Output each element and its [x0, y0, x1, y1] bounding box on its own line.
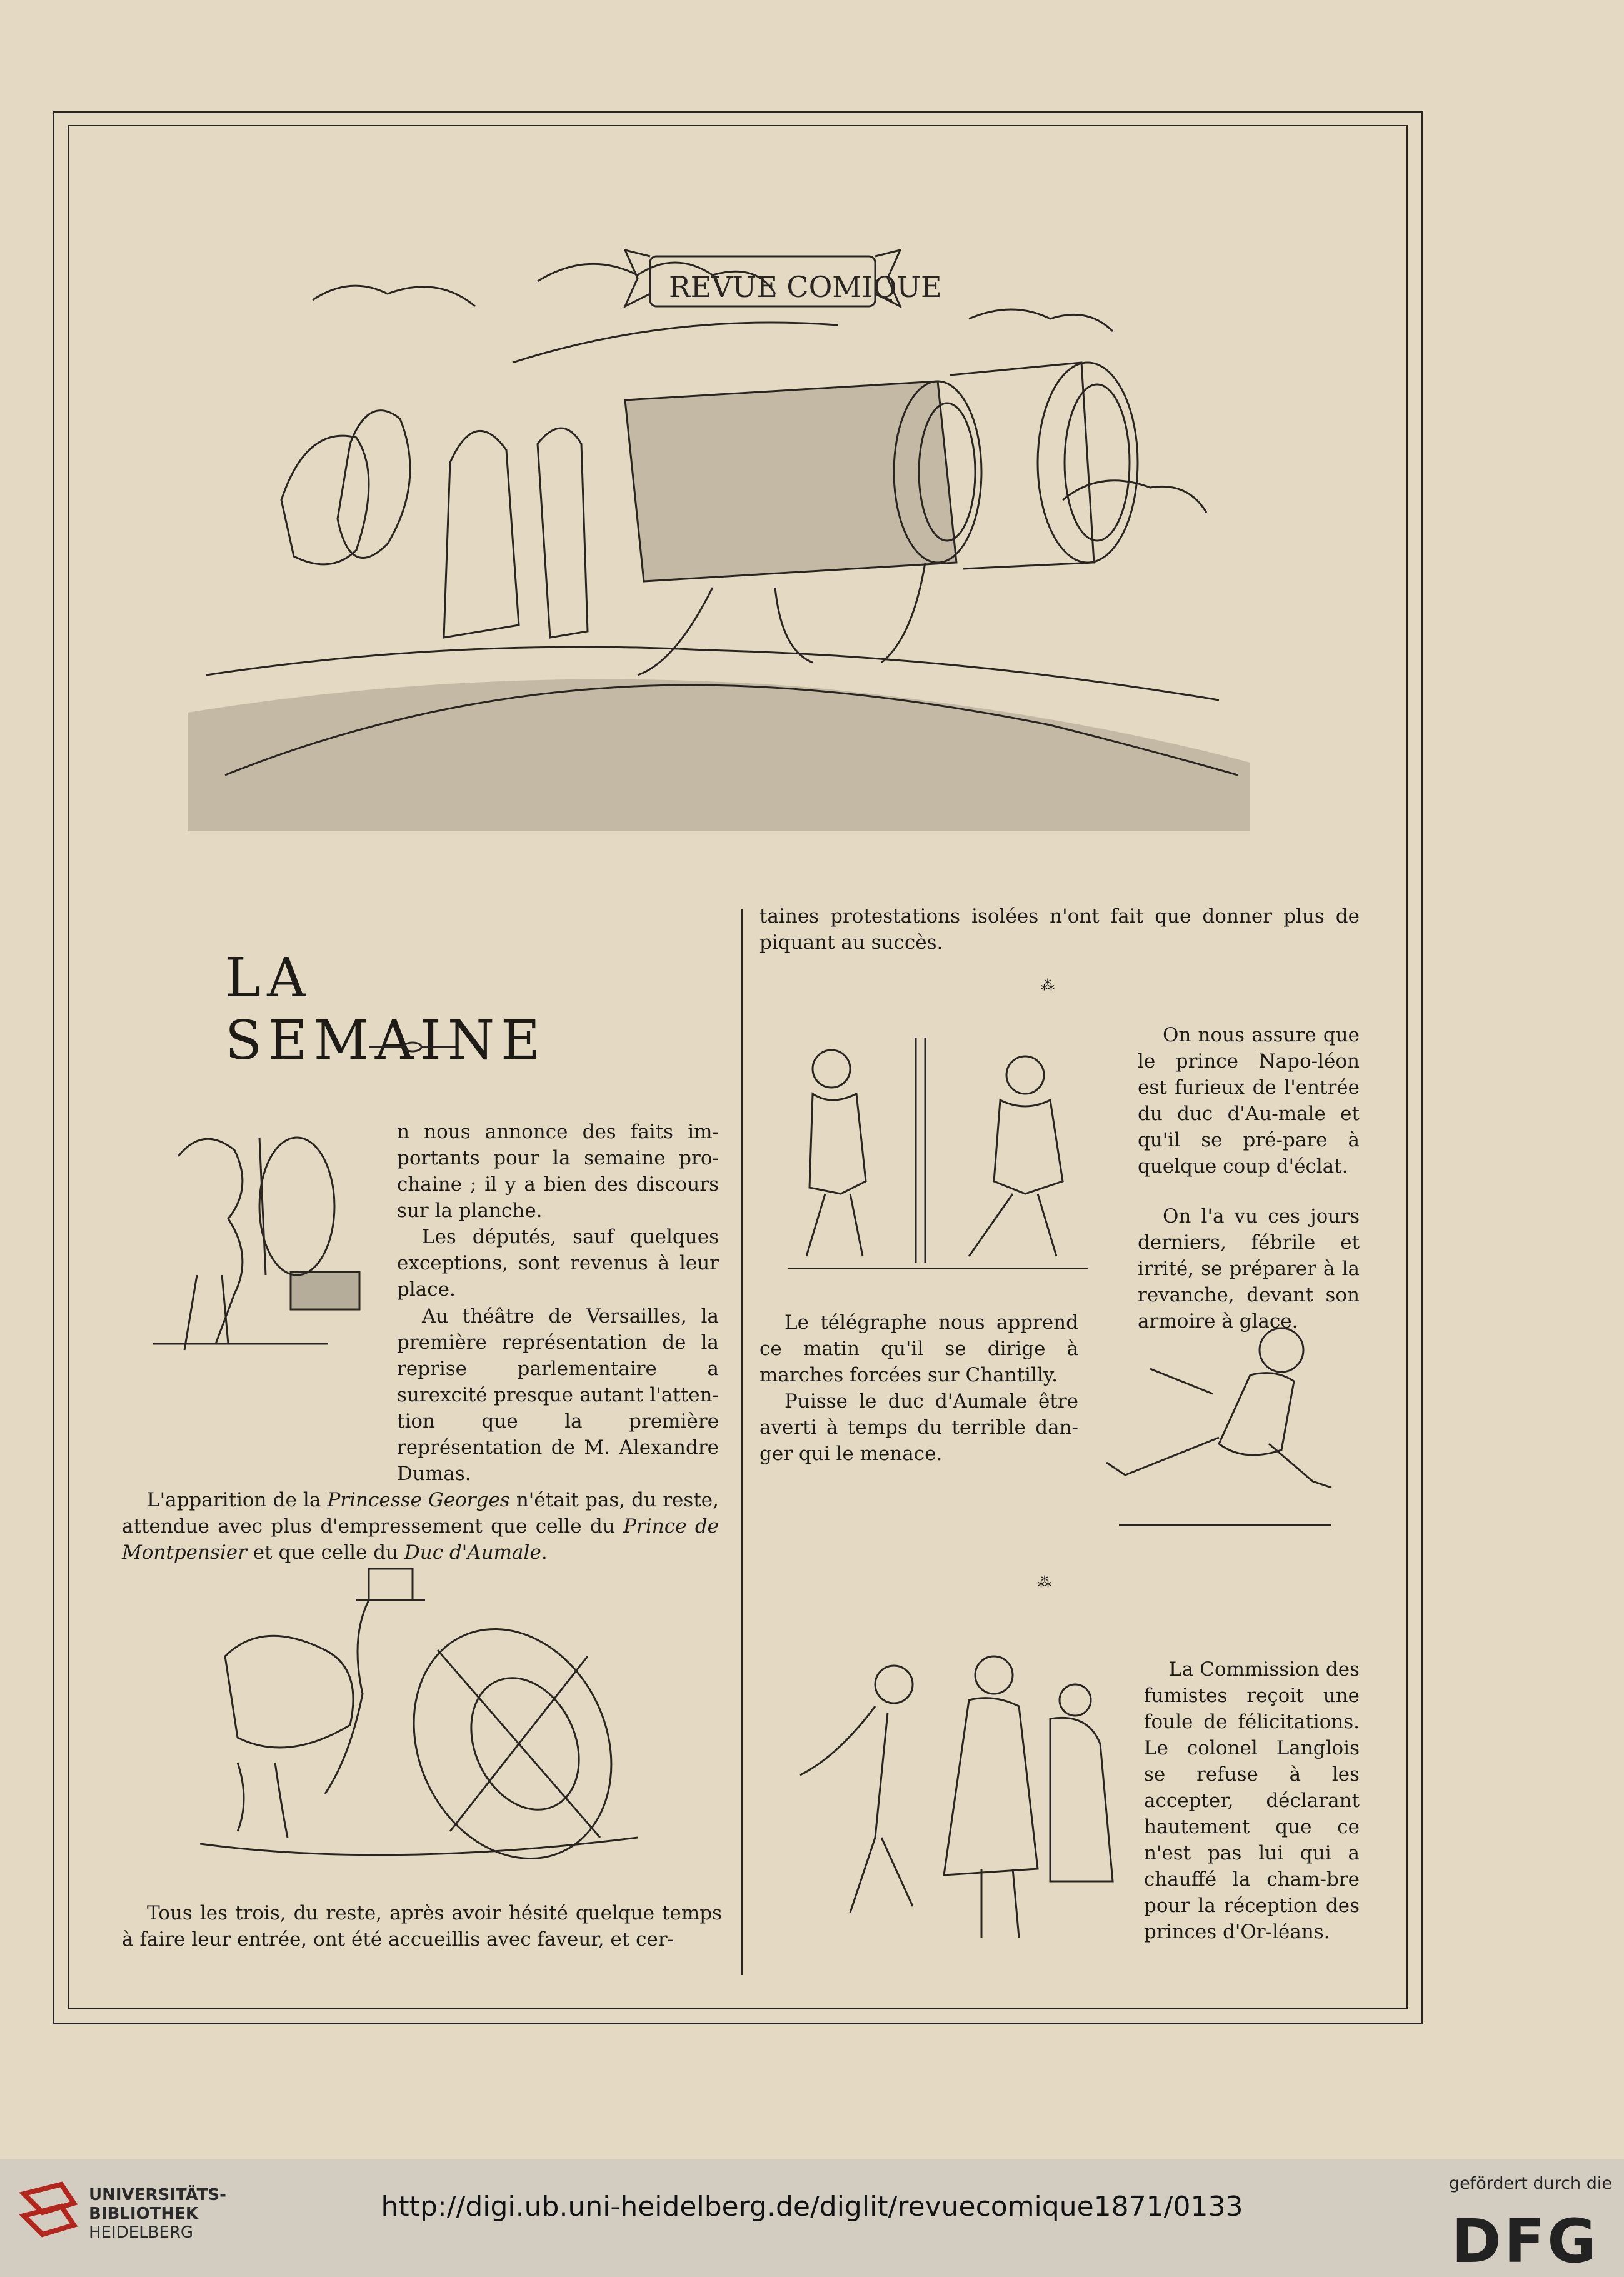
funding-caption: gefördert durch die: [1449, 2174, 1612, 2193]
left-col-body: [122, 1303, 719, 1566]
paragraph-11: La Commission des fumistes reçoit une foule de félicitations. Le colonel Langlois se refuse à les accepter, déclarant hautement que ce n'est pas lui qui a chauffé la cham-bre pour la réception des princes d'Or-léans.: [1144, 1658, 1360, 1943]
source-url-link[interactable]: http://digi.ub.uni-heidelberg.de/diglit/revuecomique1871/0133: [381, 2191, 1243, 2223]
separator-asterism-2: ⁂: [1038, 1575, 1053, 1591]
paragraph-3: Au théâtre de Versailles, la première représentation de la reprise parlementaire a surexcité presque autant l'atten-tion que la première représentation de M. Alexandre Dumas.: [397, 1305, 719, 1485]
banner-text: REVUE COMIQUE: [669, 270, 942, 304]
paragraph-9: Le télégraphe nous apprend ce matin qu'il se dirige à marches forcées sur Chantilly.: [759, 1311, 1078, 1386]
drum-cartoon: [200, 1556, 675, 1881]
ornament-divider: [369, 1038, 456, 1056]
paragraph-2: Les députés, sauf quelques exceptions, sont revenus à leur place.: [397, 1226, 719, 1301]
article-heading: [213, 934, 638, 1072]
paragraph-10: Puisse le duc d'Aumale être averti à temps du terrible dan-ger qui le menace.: [759, 1390, 1078, 1465]
right-col-commission: [1144, 1656, 1360, 1945]
paragraph-1: n nous annonce des faits im-portants pour la semaine pro-chaine ; il y a bien des discours sur la planche.: [397, 1121, 719, 1222]
running-man-cartoon: [1094, 1319, 1356, 1531]
right-col-opening: [759, 903, 1360, 956]
three-figures-cartoon: [781, 1650, 1131, 1944]
right-col-telegraph: [759, 1309, 1078, 1467]
left-col-closing: [122, 1900, 722, 1953]
paragraph-7: On nous assure que le prince Napo-léon est furieux de l'entrée du duc d'Au-male et qu'il se pré-pare à quelque coup d'éclat.: [1138, 1024, 1360, 1178]
paragraph-5: Tous les trois, du reste, après avoir hésité quelque temps à faire leur entrée, ont été accueillis avec faveur, et cer-: [122, 1902, 722, 1951]
play-title-montpensier: Prince de Montpensier: [122, 1515, 719, 1564]
separator-asterism-1: ⁂: [1041, 978, 1056, 994]
telescope-engraving: [188, 238, 1250, 831]
dfg-logo[interactable]: DFG: [1451, 2206, 1600, 2276]
masthead-illustration: [188, 238, 1250, 831]
paragraph-6: taines protestations isolées n'ont fait que donner plus de piquant au succès.: [759, 905, 1360, 954]
left-col-intro: [397, 1119, 719, 1303]
column-divider: [741, 909, 743, 1975]
paragraph-4: L'apparition de la Princesse Georges n'était pas, du reste, attendue avec plus d'empressement que celle du Prince de Montpensier et que celle du Duc d'Aumale.: [122, 1489, 719, 1564]
play-title-princesse: Princesse Georges: [327, 1489, 510, 1511]
university-name[interactable]: UNIVERSITÄTS- BIBLIOTHEK HEIDELBERG: [89, 2186, 226, 2242]
paragraph-8: On l'a vu ces jours derniers, fébrile et irrité, se préparer à la revanche, devant son armoire à glace.: [1138, 1205, 1360, 1333]
right-col-napoleon: [1138, 1022, 1360, 1179]
play-title-aumale: Duc d'Aumale: [404, 1541, 541, 1564]
article-title: LA SEMAINE: [225, 947, 546, 1072]
